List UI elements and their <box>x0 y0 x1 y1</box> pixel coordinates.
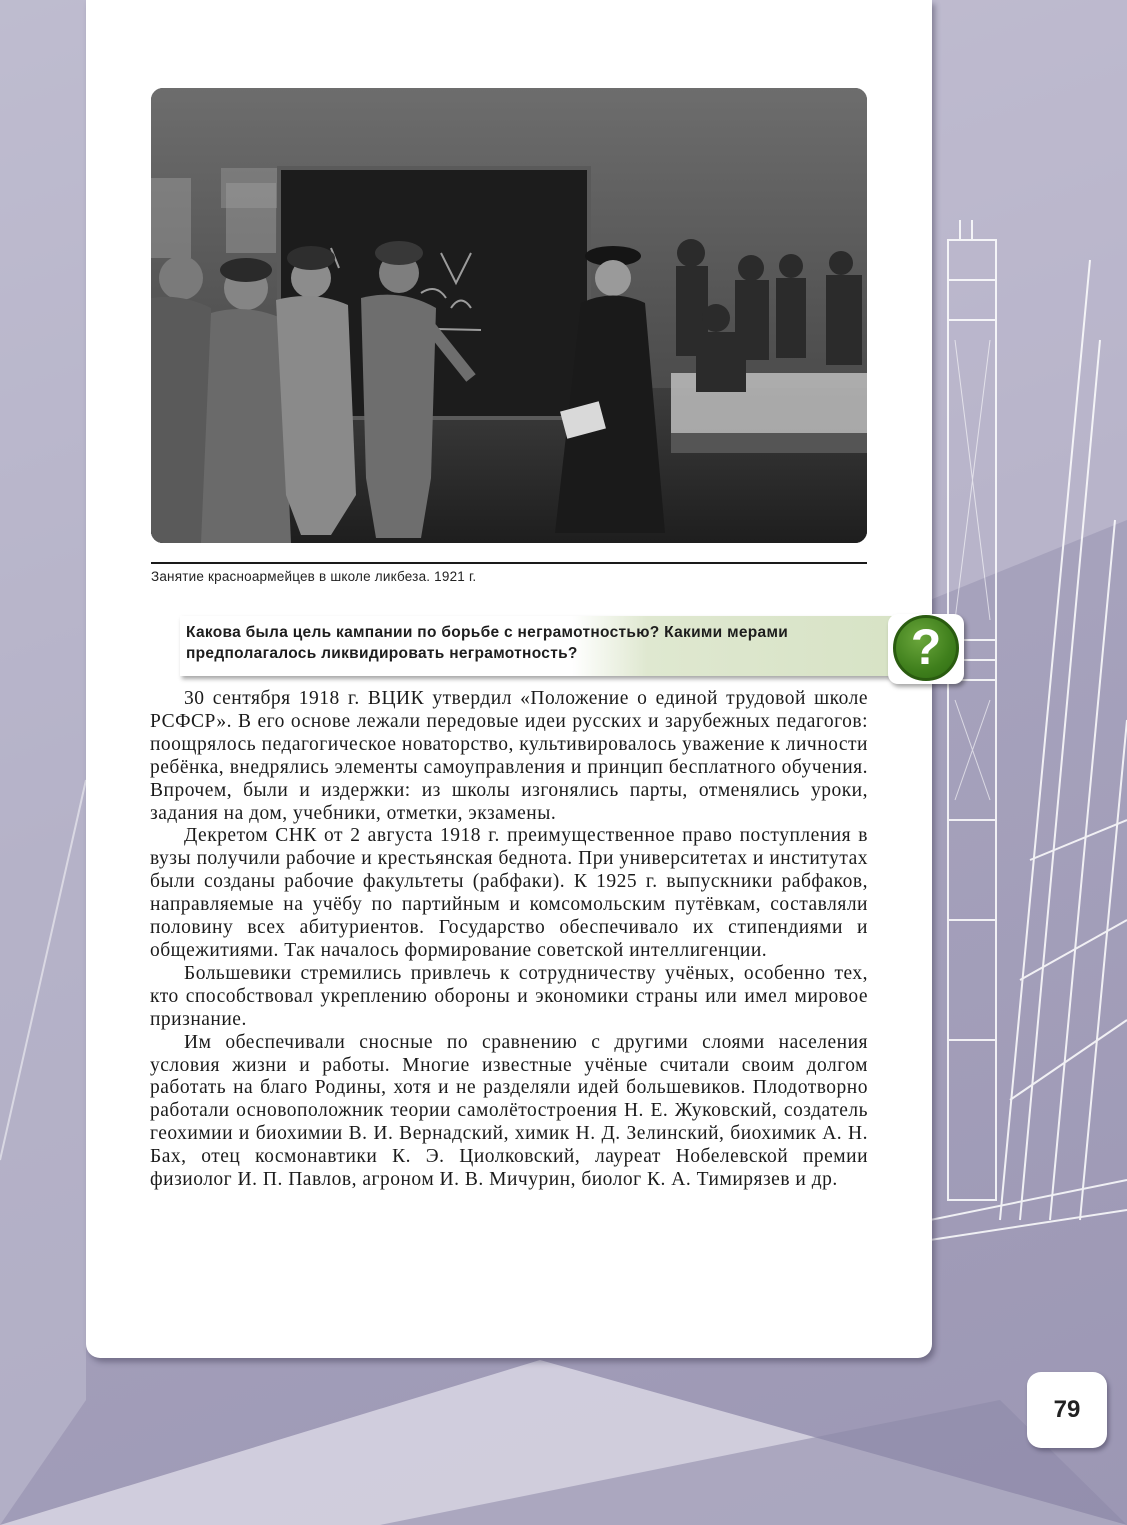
question-mark-symbol: ? <box>910 619 942 675</box>
caption-divider <box>151 562 867 564</box>
paragraph: Большевики стремились привлечь к сотрудничеству учёных, особенно тех, кто способствовал укреплению обороны и экономики страны или имел мировое признание. <box>150 962 868 1030</box>
photo-caption: Занятие красноармейцев в школе ликбеза. 1921 г. <box>151 569 477 584</box>
paragraph: Им обеспечивали сносные по сравнению с другими слоями населения условия жизни и работы. Многие известные учёные считали своим долгом работать на благо Родины, хотя и не разделяли идей большевиков. Плодотворно работали основоположник теории самолётостроения Н. Е. Жуковский, создатель геохимии и биохимии В. И. Вернадский, химик Н. Д. Зелинский, биохимик А. Н. Бах, отец космонавтики К. Э. Циолковский, лауреат Нобелевской премии физиолог И. П. Павлов, агроном И. В. Мичурин, биолог К. А. Тимирязев и др. <box>150 1031 868 1191</box>
page-number-badge <box>1027 1372 1107 1448</box>
question-mark-icon <box>893 615 959 681</box>
question-text: Какова была цель кампании по борьбе с неграмотностью? Какими мерами предполагалось ликвидировать неграмотность? <box>186 624 789 662</box>
page-number: 79 <box>1053 1396 1081 1423</box>
paragraph: 30 сентября 1918 г. ВЦИК утвердил «Положение о единой трудовой школе РСФСР». В его основе лежали передовые идеи русских и зарубежных педагогов: поощрялось педагогическое новаторство, культивировалось уважение к личности ребёнка, внедрялись элементы самоуправления и принцип бесплатного обучения. Впрочем, были и издержки: из школы изгонялись парты, отменялись уроки, задания на дом, учебники, отметки, экзамены. <box>150 688 868 824</box>
tower-sketch-illustration <box>930 220 1127 1270</box>
historical-photo <box>151 88 867 543</box>
body-text <box>150 688 868 1192</box>
paragraph: Декретом СНК от 2 августа 1918 г. преимущественное право поступления в вузы получили рабочие и крестьянская беднота. При университетах и институтах были созданы рабочие факультеты (рабфаки). К 1925 г. выпускники рабфаков, направляемые на учёбу по партийным и комсомольским путёвкам, составляли половину всех абитуриентов. Государство обеспечивало их стипендиями и общежитиями. Так началось формирование советской интеллигенции. <box>150 825 868 961</box>
